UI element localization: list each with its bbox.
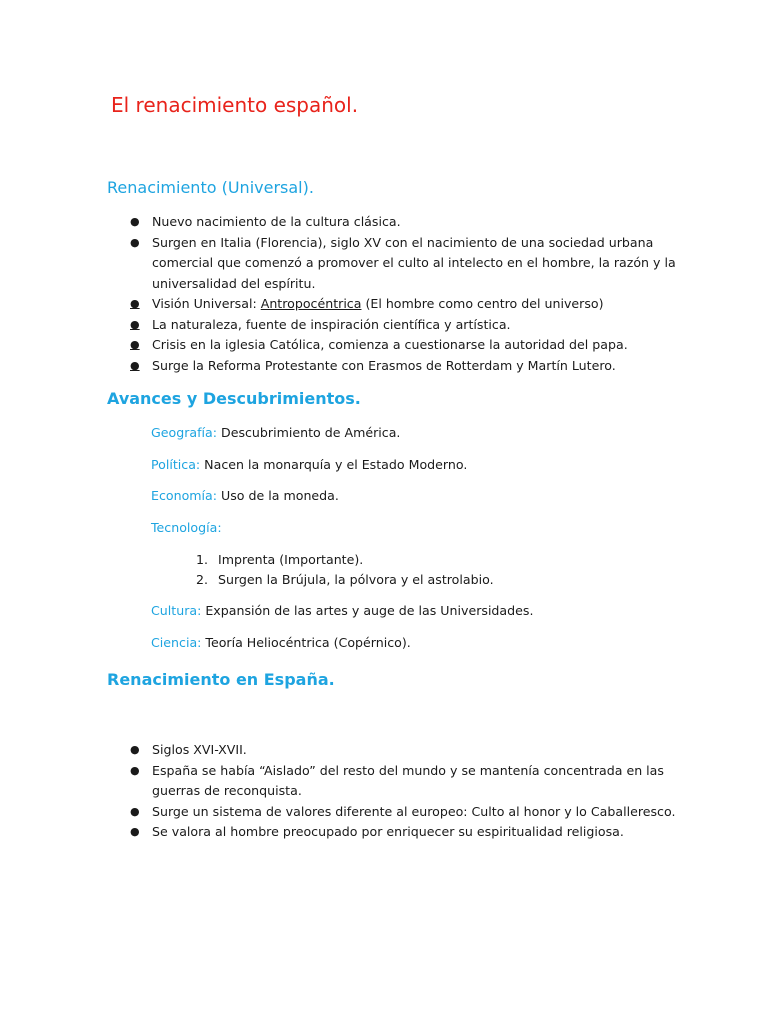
- list-item: ● Nuevo nacimiento de la cultura clásica.: [126, 212, 686, 233]
- underlined-term: Antropocéntrica: [260, 296, 362, 311]
- row-cultura: Cultura: Expansión de las artes y auge de las Universidades.: [151, 603, 534, 618]
- list-item: ● Visión Universal: Antropocéntrica (El hombre como centro del universo): [126, 294, 686, 315]
- universal-bullet-list: [126, 212, 686, 376]
- heading-renacimiento-espana: Renacimiento en España.: [107, 670, 335, 689]
- heading-renacimiento-universal: Renacimiento (Universal).: [107, 178, 314, 197]
- label-geografia: Geografía:: [151, 425, 217, 440]
- list-item: ● Siglos XVI-XVII.: [126, 740, 686, 761]
- bullet-icon: ●: [130, 215, 140, 228]
- label-tecnologia: Tecnología:: [151, 520, 222, 535]
- row-tecnologia: [151, 520, 222, 535]
- list-item: ● Surge un sistema de valores diferente al europeo: Culto al honor y lo Caballeresco.: [126, 802, 686, 823]
- document-title: El renacimiento español.: [111, 93, 359, 117]
- row-politica: Política: Nacen la monarquía y el Estado Moderno.: [151, 457, 468, 472]
- label-economia: Economía:: [151, 488, 218, 503]
- row-economia: Economía: Uso de la moneda.: [151, 488, 339, 503]
- bullet-icon: ●: [130, 743, 140, 756]
- bullet-icon: ●: [130, 317, 140, 331]
- list-item: ● Surgen en Italia (Florencia), siglo XV con el nacimiento de una sociedad urbana comercial que comenzó a promover el culto al intelecto en el hombre, la razón y la universalidad del espíritu.: [130, 234, 676, 291]
- bullet-icon: ●: [130, 297, 140, 310]
- row-geografia: Geografía: Descubrimiento de América.: [151, 425, 401, 440]
- bullet-icon: ●: [130, 804, 140, 818]
- list-item: ● Surge la Reforma Protestante con Erasmos de Rotterdam y Martín Lutero.: [126, 356, 686, 377]
- list-item: ● Se valora al hombre preocupado por enriquecer su espiritualidad religiosa.: [126, 822, 686, 843]
- list-item: ● La naturaleza, fuente de inspiración científica y artística.: [126, 315, 686, 336]
- bullet-icon: ●: [130, 358, 140, 372]
- tecnologia-numbered-list: [196, 550, 494, 590]
- bullet-icon: ●: [130, 763, 140, 777]
- heading-avances: Avances y Descubrimientos.: [107, 389, 361, 408]
- row-ciencia: Ciencia: Teoría Heliocéntrica (Copérnico).: [151, 635, 411, 650]
- list-item: ● Crisis en la iglesia Católica, comienza a cuestionarse la autoridad del papa.: [126, 335, 686, 356]
- bullet-icon: ●: [130, 825, 140, 838]
- list-item: ● España se había “Aislado” del resto del mundo y se mantenía concentrada en las guerras de reconquista.: [130, 762, 664, 798]
- label-ciencia: Ciencia:: [151, 635, 202, 650]
- list-item: 1. Imprenta (Importante).: [196, 552, 364, 567]
- list-item: 2. Surgen la Brújula, la pólvora y el astrolabio.: [196, 572, 494, 587]
- label-cultura: Cultura:: [151, 603, 202, 618]
- bullet-icon: ●: [130, 235, 140, 249]
- bullet-icon: ●: [130, 338, 140, 351]
- label-politica: Política:: [151, 457, 201, 472]
- espana-bullet-list: [126, 740, 686, 843]
